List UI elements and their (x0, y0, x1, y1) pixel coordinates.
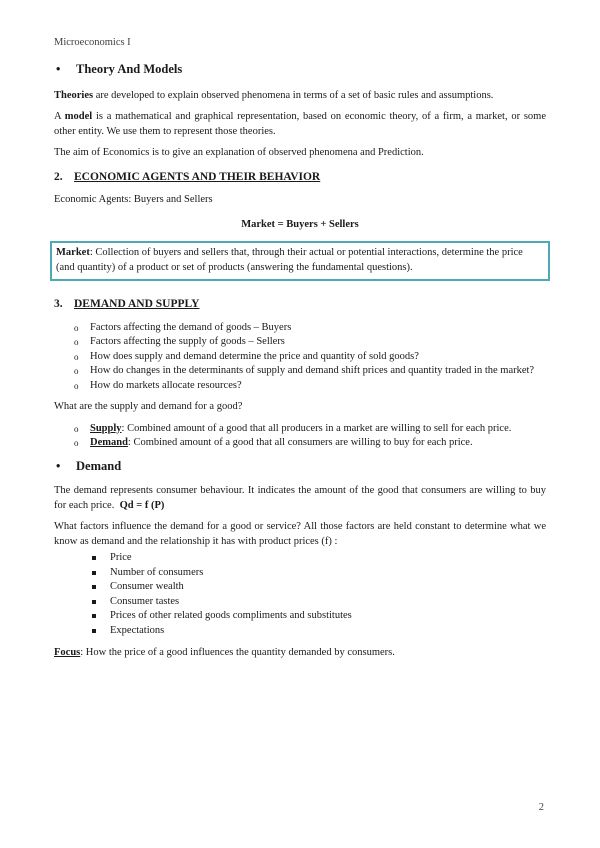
list-item: Consumer wealth (92, 580, 546, 595)
list-item: o Factors affecting the supply of goods – Sellers (74, 335, 546, 350)
list-item: o Factors affecting the demand of goods – Buyers (74, 321, 546, 336)
section-heading-demand: • Demand (56, 458, 122, 473)
square-bullet-icon (92, 571, 96, 575)
market-definition-box: Market: Collection of buyers and sellers that, through their actual or potential interactions, determine the price (and quantity) of a product or set of products (answering the fundamental questions). (50, 241, 550, 281)
paragraph-aim: The aim of Economics is to give an explanation of observed phenomena and Prediction. (54, 147, 424, 158)
list-item: Consumer tastes (92, 595, 546, 610)
demand-factors-list (54, 551, 546, 638)
paragraph-question: What are the supply and demand for a good? (54, 401, 243, 412)
square-bullet-icon (92, 556, 96, 560)
list-item: o How do markets allocate resources? (74, 379, 546, 394)
list-item: o How does supply and demand determine the price and quantity of sold goods? (74, 350, 546, 365)
square-bullet-icon (92, 600, 96, 604)
list-item: Prices of other related goods compliments and substitutes (92, 609, 546, 624)
factors-list (54, 321, 546, 394)
paragraph-demand-factors: What factors influence the demand for a good or service? All those factors are held constant to determine what we know as demand and the relationship it has with product prices (f) : (54, 521, 546, 547)
list-item: Price (92, 551, 546, 566)
bullet-icon: • (56, 62, 61, 76)
circle-bullet-icon: o (74, 322, 79, 333)
list-item: Expectations (92, 624, 546, 639)
circle-bullet-icon: o (74, 337, 79, 347)
square-bullet-icon (92, 585, 96, 589)
square-bullet-icon (92, 629, 96, 633)
bullet-icon: • (56, 458, 61, 473)
market-equation: Market = Buyers + Sellers (241, 218, 359, 230)
page-number: 2 (538, 802, 544, 813)
circle-bullet-icon: o (74, 423, 79, 434)
paragraph-demand-represents: The demand represents consumer behaviour. It indicates the amount of the good that consumers are willing to buy for each price. Qd = f (P) (54, 485, 546, 511)
square-bullet-icon (92, 614, 96, 618)
section-heading-agents: 2. ECONOMIC AGENTS AND THEIR BEHAVIOR (54, 170, 321, 183)
definitions-list (54, 422, 546, 451)
page-content (54, 62, 546, 661)
running-header: Microeconomics I (54, 37, 131, 48)
circle-bullet-icon: o (74, 380, 79, 391)
paragraph-agents: Economic Agents: Buyers and Sellers (54, 194, 213, 205)
circle-bullet-icon: o (74, 366, 79, 376)
list-item-supply: o Supply: Combined amount of a good that all producers in a market are willing to sell for each price. (74, 422, 546, 437)
paragraph-theories: Theories are developed to explain observed phenomena in terms of a set of basic rules and assumptions. (54, 89, 494, 101)
section-heading-demand-supply: 3. DEMAND AND SUPPLY (54, 298, 200, 310)
list-item-demand: o Demand: Combined amount of a good that all consumers are willing to buy for each price. (74, 436, 546, 451)
circle-bullet-icon: o (74, 438, 79, 448)
paragraph-focus: Focus: How the price of a good influences the quantity demanded by consumers. (54, 647, 395, 658)
list-item: o How do changes in the determinants of supply and demand shift prices and quantity traded in the market? (74, 364, 546, 379)
circle-bullet-icon: o (74, 351, 79, 362)
section-heading-theory: • Theory And Models (56, 62, 183, 76)
paragraph-model: A model is a mathematical and graphical representation, based on economic theory, of a firm, a market, or some other entity. We use them to represent those theories. (54, 111, 546, 137)
list-item: Number of consumers (92, 566, 546, 581)
